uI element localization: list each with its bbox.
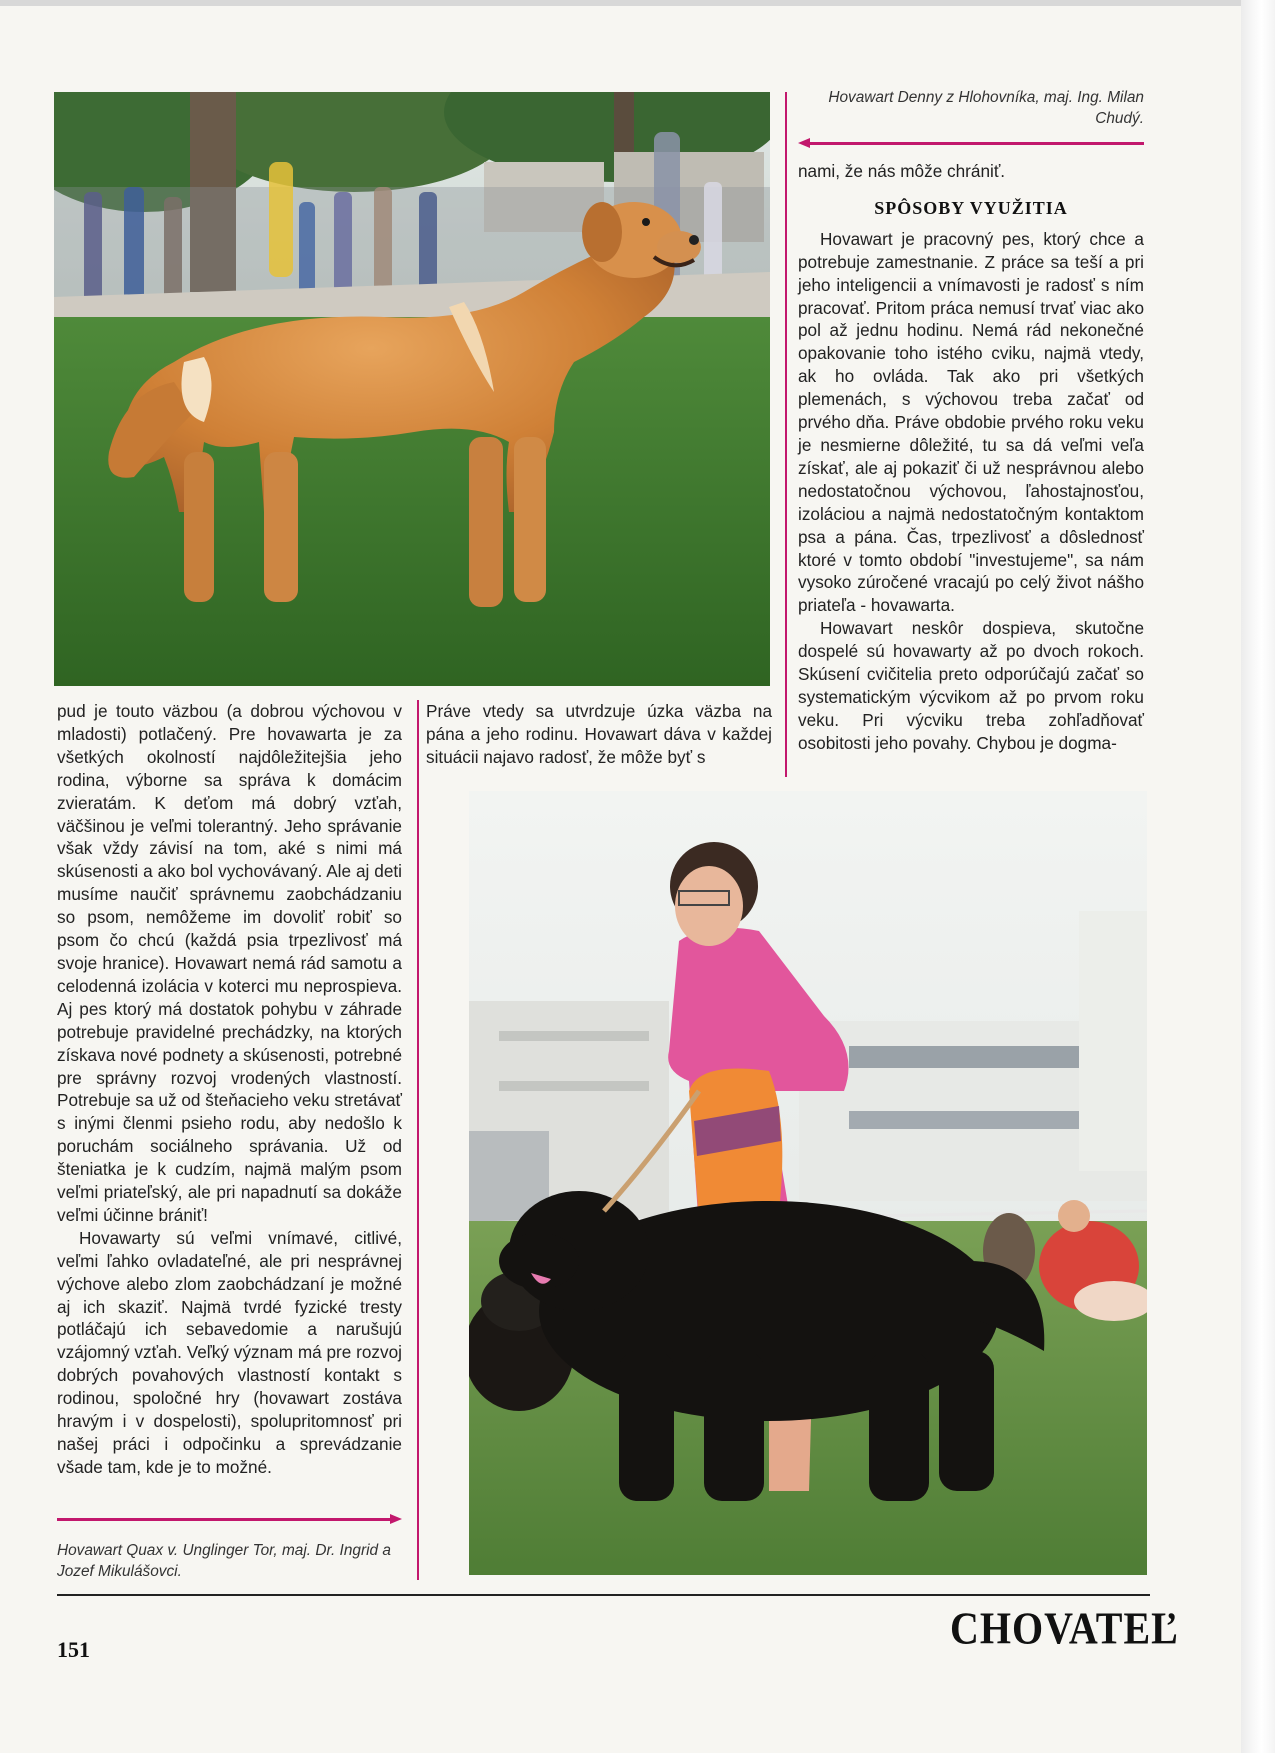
middle-paragraph: Práve vtedy sa utvrdzuje úzka väzba na pána a jeho rodinu. Hovawart dáva v každej situácii najavo radosť, že môže byť s [426, 701, 772, 767]
scan-border-top [0, 0, 1275, 6]
caption-arrow-right [57, 1514, 402, 1524]
right-column-lead: nami, že nás môže chrániť. [798, 161, 1006, 181]
right-paragraph-1: Hovawart je pracovný pes, ktorý chce a potrebuje zamestnanie. Z práce sa teší a pri jeho inteligencii a vnímavosti je radosť s ním pracovať. Pritom práca nemusí trvať viac ako pol až jednu hodinu. Nemá rád nekonečné opakovanie toho istého cviku, najmä vtedy, ak ho ovláda. Tak ako pri všetkých plemenách, s výchovou treba začať od prvého dňa. Práve obdobie prvého roku veku je nesmierne dôležité, tu sa dá veľmi veľa získať, ale aj pokaziť či už nesprávnou alebo nedostatočnou výchovou, ľahostajnosťou, izoláciou a najmä nedostatočným kontaktom psa a pána. Čas, trpezlivosť a dôslednosť ktoré v tomto období "investujeme", sa nám vysoko zúročené vracajú po celý život nášho priateľa - hovawarta. [798, 228, 1144, 616]
column-rule-right [785, 92, 787, 777]
left-column [57, 700, 402, 1479]
top-dog-photo [54, 92, 770, 686]
page-number: 151 [57, 1637, 90, 1662]
left-paragraph-1: pud je touto väzbou (a dobrou výchovou v mladosti) potlačený. Pre hovawarta je za všetkých okolností najdôležitejšia jeho rodina, výborne sa správa k domácim zvieratám. K deťom má dobrý vzťah, väčšinou je veľmi tolerantný. Jeho správanie však vždy závisí na tom, aké s nimi má skúsenosti a ako bol vychovávaný. Ale aj deti musíme naučiť správnemu zaobchádzaniu so psom, nemôžeme im dovoliť robiť so psom čo chcú (každá psia trpezlivosť má svoje hranice). Hovawart nemá rád samotu a celodenná izolácia v koterci mu neprospieva. Aj pes ktorý má dostatok pohybu v záhrade potrebuje pravidelné prechádzky, na ktorých získava nové podnety a skúsenosti, potrebné pre správny rozvoj vrodených vlastností. Potrebuje sa už od šteňacieho veku stretávať s inými členmi psieho rodu, aby nedošlo k poruchám sociálneho správania. Už od šteniatka je k cudzím, najmä malým psom veľmi priateľský, ale pri napadnutí sa dokáže veľmi účinne brániť! [57, 701, 402, 1225]
right-paragraph-2: Howavart neskôr dospieva, skutočne dospelé sú hovawarty až po dvoch rokoch. Skúsení cvičitelia preto odporúčajú začať so systematickým výcvikom až po prvom roku veku. Pri výcviku treba zohľadňovať osobitosti jeho povahy. Chybou je dogma- [798, 618, 1144, 753]
scan-border-right [1241, 0, 1275, 1753]
right-column [798, 160, 1144, 755]
bottom-dog-photo [469, 791, 1147, 1575]
bottom-photo-caption: Hovawart Quax v. Unglinger Tor, maj. Dr. Ingrid a Jozef Mikulášovci. [57, 1542, 391, 1580]
magazine-logo: CHOVATEĽ [950, 1602, 1179, 1654]
column-rule-left [417, 700, 419, 1580]
section-heading: SPÔSOBY VYUŽITIA [874, 197, 1068, 218]
middle-column [426, 700, 772, 769]
left-paragraph-2: Hovawarty sú veľmi vnímavé, citlivé, veľmi ľahko ovladateľné, ale pri nesprávnej výchove alebo zlom zaobchádzaní je možné aj ich skaziť. Najmä tvrdé fyzické tresty potláčajú ich sebavedomie a narušujú vzájomný vzťah. Veľký význam má pre rozvoj dobrých povahových vlastností kontakt s rodinou, spoločné hry (hovawart zostáva hravým i v dospelosti), spolupritomnosť pri našej práci i odpočinku a sprevádzanie všade tam, kde je to možné. [57, 1227, 402, 1477]
footer-rule [57, 1594, 1150, 1596]
caption-arrow-left [798, 138, 1144, 148]
top-photo-caption: Hovawart Denny z Hlohovníka, maj. Ing. Milan Chudý. [828, 89, 1144, 127]
